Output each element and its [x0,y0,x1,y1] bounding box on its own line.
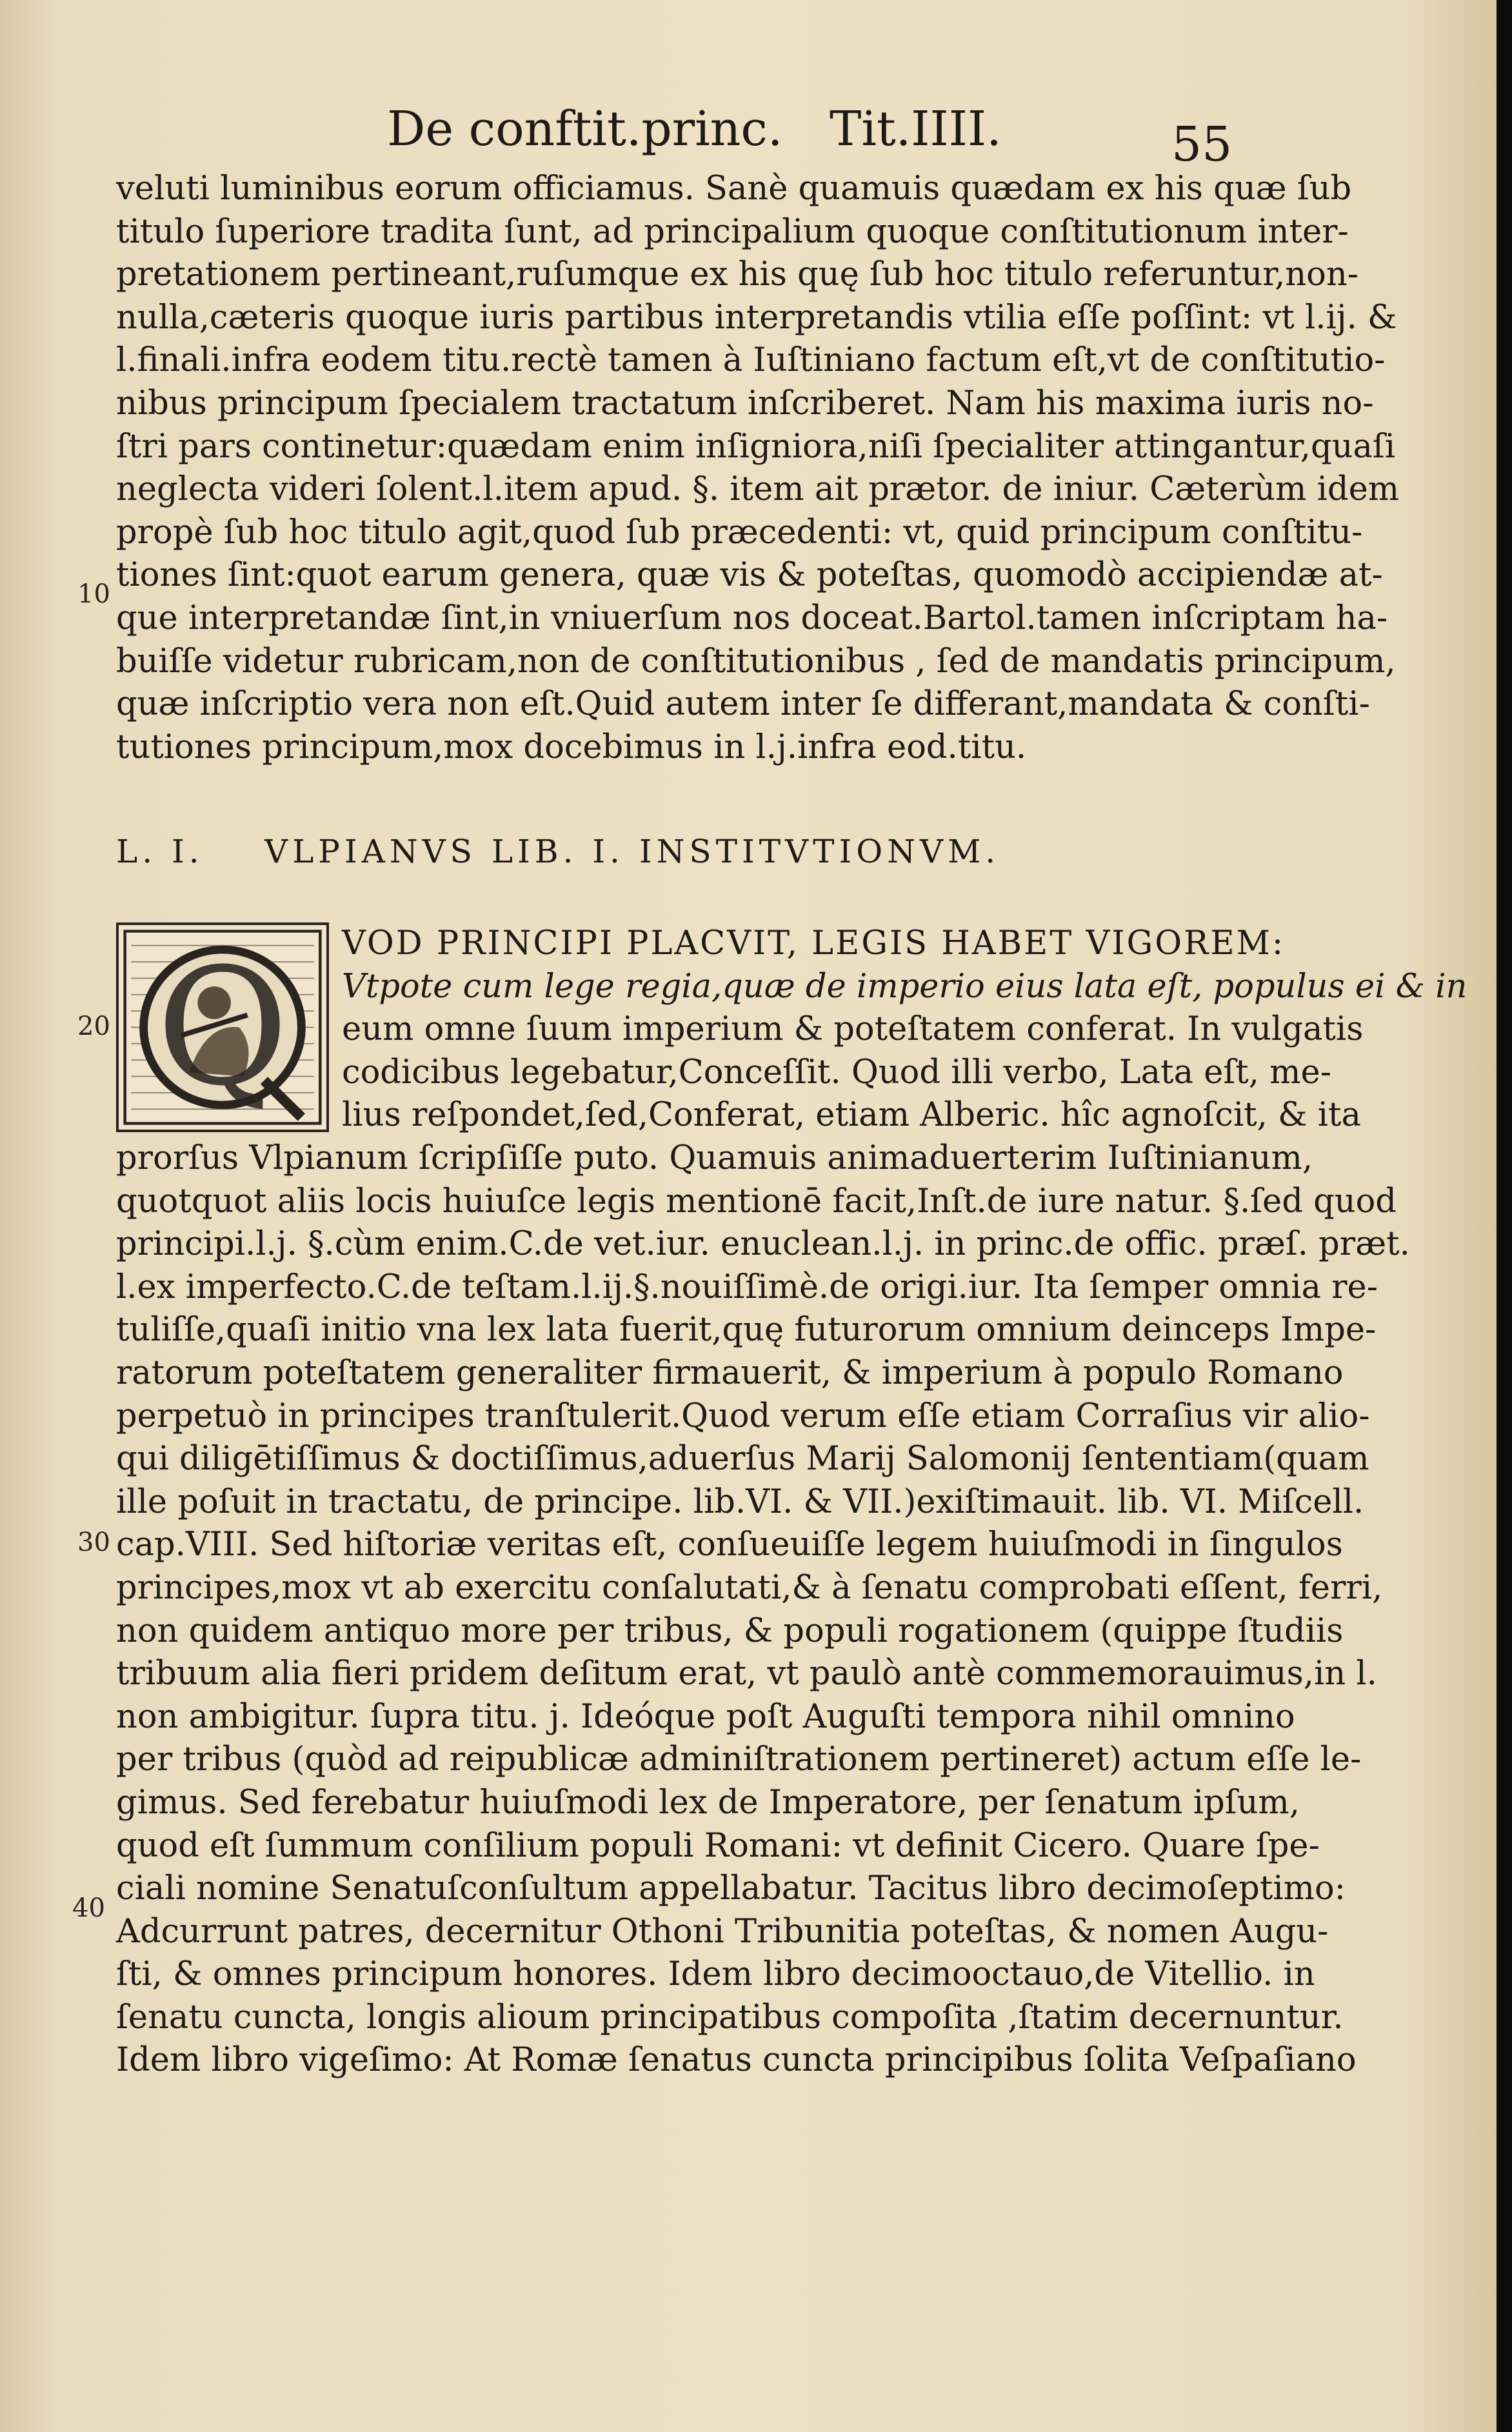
drop-cap-woodcut [116,922,329,1132]
text-line: veluti luminibus eorum officiamus. Sanè quamuis quædam ex his quæ ſub [116,170,1352,208]
text-line: pretationem pertineant,ruſumque ex his quę ſub hoc titulo referuntur,non- [116,255,1358,294]
text-line: prorſus Vlpianum ſcripſiſſe puto. Quamuis animaduerterim Iuſtinianum, [116,1139,1313,1177]
lex-incipit: VOD PRINCIPI PLACVIT, LEGIS HABET VIGOREM: [342,924,1286,962]
lex-source: VLPIANVS LIB. I. INSTITVTIONVM. [264,833,1000,870]
header-title: De conftit.princ. [387,101,783,157]
text-line: ille poſuit in tractatu, de principe. lib.VI. & VII.)exiſtimauit. lib. VI. Miſcell. [116,1482,1364,1521]
text-line: tuliſſe,quaſi initio vna lex lata fuerit,quę futurorum omnium deinceps Impe- [116,1311,1377,1350]
text-line: que interpretandæ ſint,in vniuerſum nos doceat.Bartol.tamen inſcriptam ha- [116,599,1388,637]
text-line: codicibus legebatur,Conceſſit. Quod illi verbo, Lata eſt, me- [342,1053,1331,1091]
text-line: l.finali.infra eodem titu.rectè tamen à Iuſtiniano factum eſt,vt de conſtitutio- [116,341,1386,380]
text-line: nulla,cæteris quoque iuris partibus interpretandis vtilia eſſe poſſint: vt l.ij. & [116,298,1397,337]
text-line: tutiones principum,mox docebimus in l.j.infra eod.titu. [116,728,1027,766]
text-line: ſti, & omnes principum honores. Idem libro decimooctauo,de Vitellio. in [116,1955,1315,1994]
lex-text-beside-initial [342,922,1467,1137]
margin-line-number: 20 [77,1012,110,1041]
text-line: ſtri pars continetur:quædam enim inſigniora,niſi ſpecialiter attingantur,quaſi [116,427,1396,466]
text-line: quæ inſcriptio vera non eſt.Quid autem inter ſe differant,mandata & conſti- [116,685,1370,724]
text-line: principes,mox vt ab exercitu conſalutati,& à ſenatu comprobati eſſent, ferri, [116,1568,1383,1607]
text-line: Idem libro vigeſimo: At Romæ ſenatus cuncta principibus ſolita Veſpaſiano [116,2041,1357,2080]
text-line: qui diligētiſſimus & doctiſſimus,aduerſus Marij Salomonij ſententiam(quam [116,1440,1369,1479]
lex-text-italic: Vtpote cum lege regia,quæ de imperio eius lata eſt, populus ei & in [342,967,1467,1006]
lex-number: L. I. [116,833,204,870]
text-line: titulo ſuperiore tradita ſunt, ad principalium quoque conſtitutionum inter- [116,212,1349,251]
text-line: ratorum poteſtatem generaliter firmauerit, & imperium à populo Romano [116,1353,1344,1392]
text-line: gimus. Sed ferebatur huiuſmodi lex de Imperatore, per ſenatum ipſum, [116,1783,1300,1822]
text-line: ciali nomine Senatuſconſultum appellabatur. Tacitus libro decimoſeptimo: [116,1869,1346,1908]
text-line: non ambigitur. ſupra titu. j. Ideóque poſt Auguſti tempora nihil omnino [116,1697,1295,1736]
text-line: quotquot aliis locis huiuſce legis mentionē facit,Inſt.de iure natur. §.ſed quod [116,1182,1397,1221]
running-header [387,97,1233,172]
text-line: eum omne ſuum imperium & poteſtatem conferat. In vulgatis [342,1010,1364,1049]
text-line: Adcurrunt patres, decernitur Othoni Tribunitia poteſtas, & nomen Augu- [116,1912,1329,1951]
text-line: tribuum alia fieri pridem deſitum erat, vt paulò antè commemorauimus,in l. [116,1655,1377,1693]
header-section: Tit.IIII. [830,101,1002,157]
text-line: principi.l.j. §.cùm enim.C.de vet.iur. enuclean.l.j. in princ.de offic. præſ. præt. [116,1225,1410,1264]
text-line: perpetuò in principes tranſtulerit.Quod verum eſſe etiam Corraſius vir alio- [116,1397,1370,1435]
page-number: 55 [1171,117,1233,172]
margin-line-number: 40 [72,1893,105,1923]
commentary-paragraph [116,1137,1410,2082]
text-line: nibus principum ſpecialem tractatum inſcriberet. Nam his maxima iuris no- [116,384,1374,423]
text-line: cap.VIII. Sed hiſtoriæ veritas eſt, conſueuiſſe legem huiuſmodi in ſingulos [116,1526,1343,1564]
drop-cap-letter: Q [156,933,289,1121]
text-line: non quidem antiquo more per tribus, & populi rogationem (quippe ſtudiis [116,1611,1344,1650]
text-line: ſenatu cuncta, longis alioum principatibus compoſita ,ſtatim decernuntur. [116,1998,1344,2037]
text-line: propè ſub hoc titulo agit,quod ſub præcedenti: vt, quid principum conſtitu- [116,513,1363,552]
text-line: neglecta videri ſolent.l.item apud. §. item ait prætor. de iniur. Cæterùm idem [116,470,1400,509]
margin-line-number: 10 [77,579,110,609]
text-line: buiſſe videtur rubricam,non de conſtitutionibus , ſed de mandatis principum, [116,642,1396,681]
text-line: lius reſpondet,ſed,Conferat, etiam Alberic. hîc agnoſcit, & ita [342,1096,1361,1135]
intro-paragraph [116,168,1400,769]
text-line: quod eſt ſummum conſilium populi Romani: vt definit Cicero. Quare ſpe- [116,1826,1320,1865]
text-line: per tribus (quòd ad reipublicæ adminiſtrationem pertineret) actum eſſe le- [116,1740,1362,1779]
text-line: l.ex imperfecto.C.de teſtam.l.ij.§.nouiſſimè.de origi.iur. Ita ſemper omnia re- [116,1268,1378,1306]
text-line: tiones ſint:quot earum genera, quæ vis & poteſtas, quomodò accipiendæ at- [116,556,1383,595]
margin-line-number: 30 [77,1528,110,1557]
